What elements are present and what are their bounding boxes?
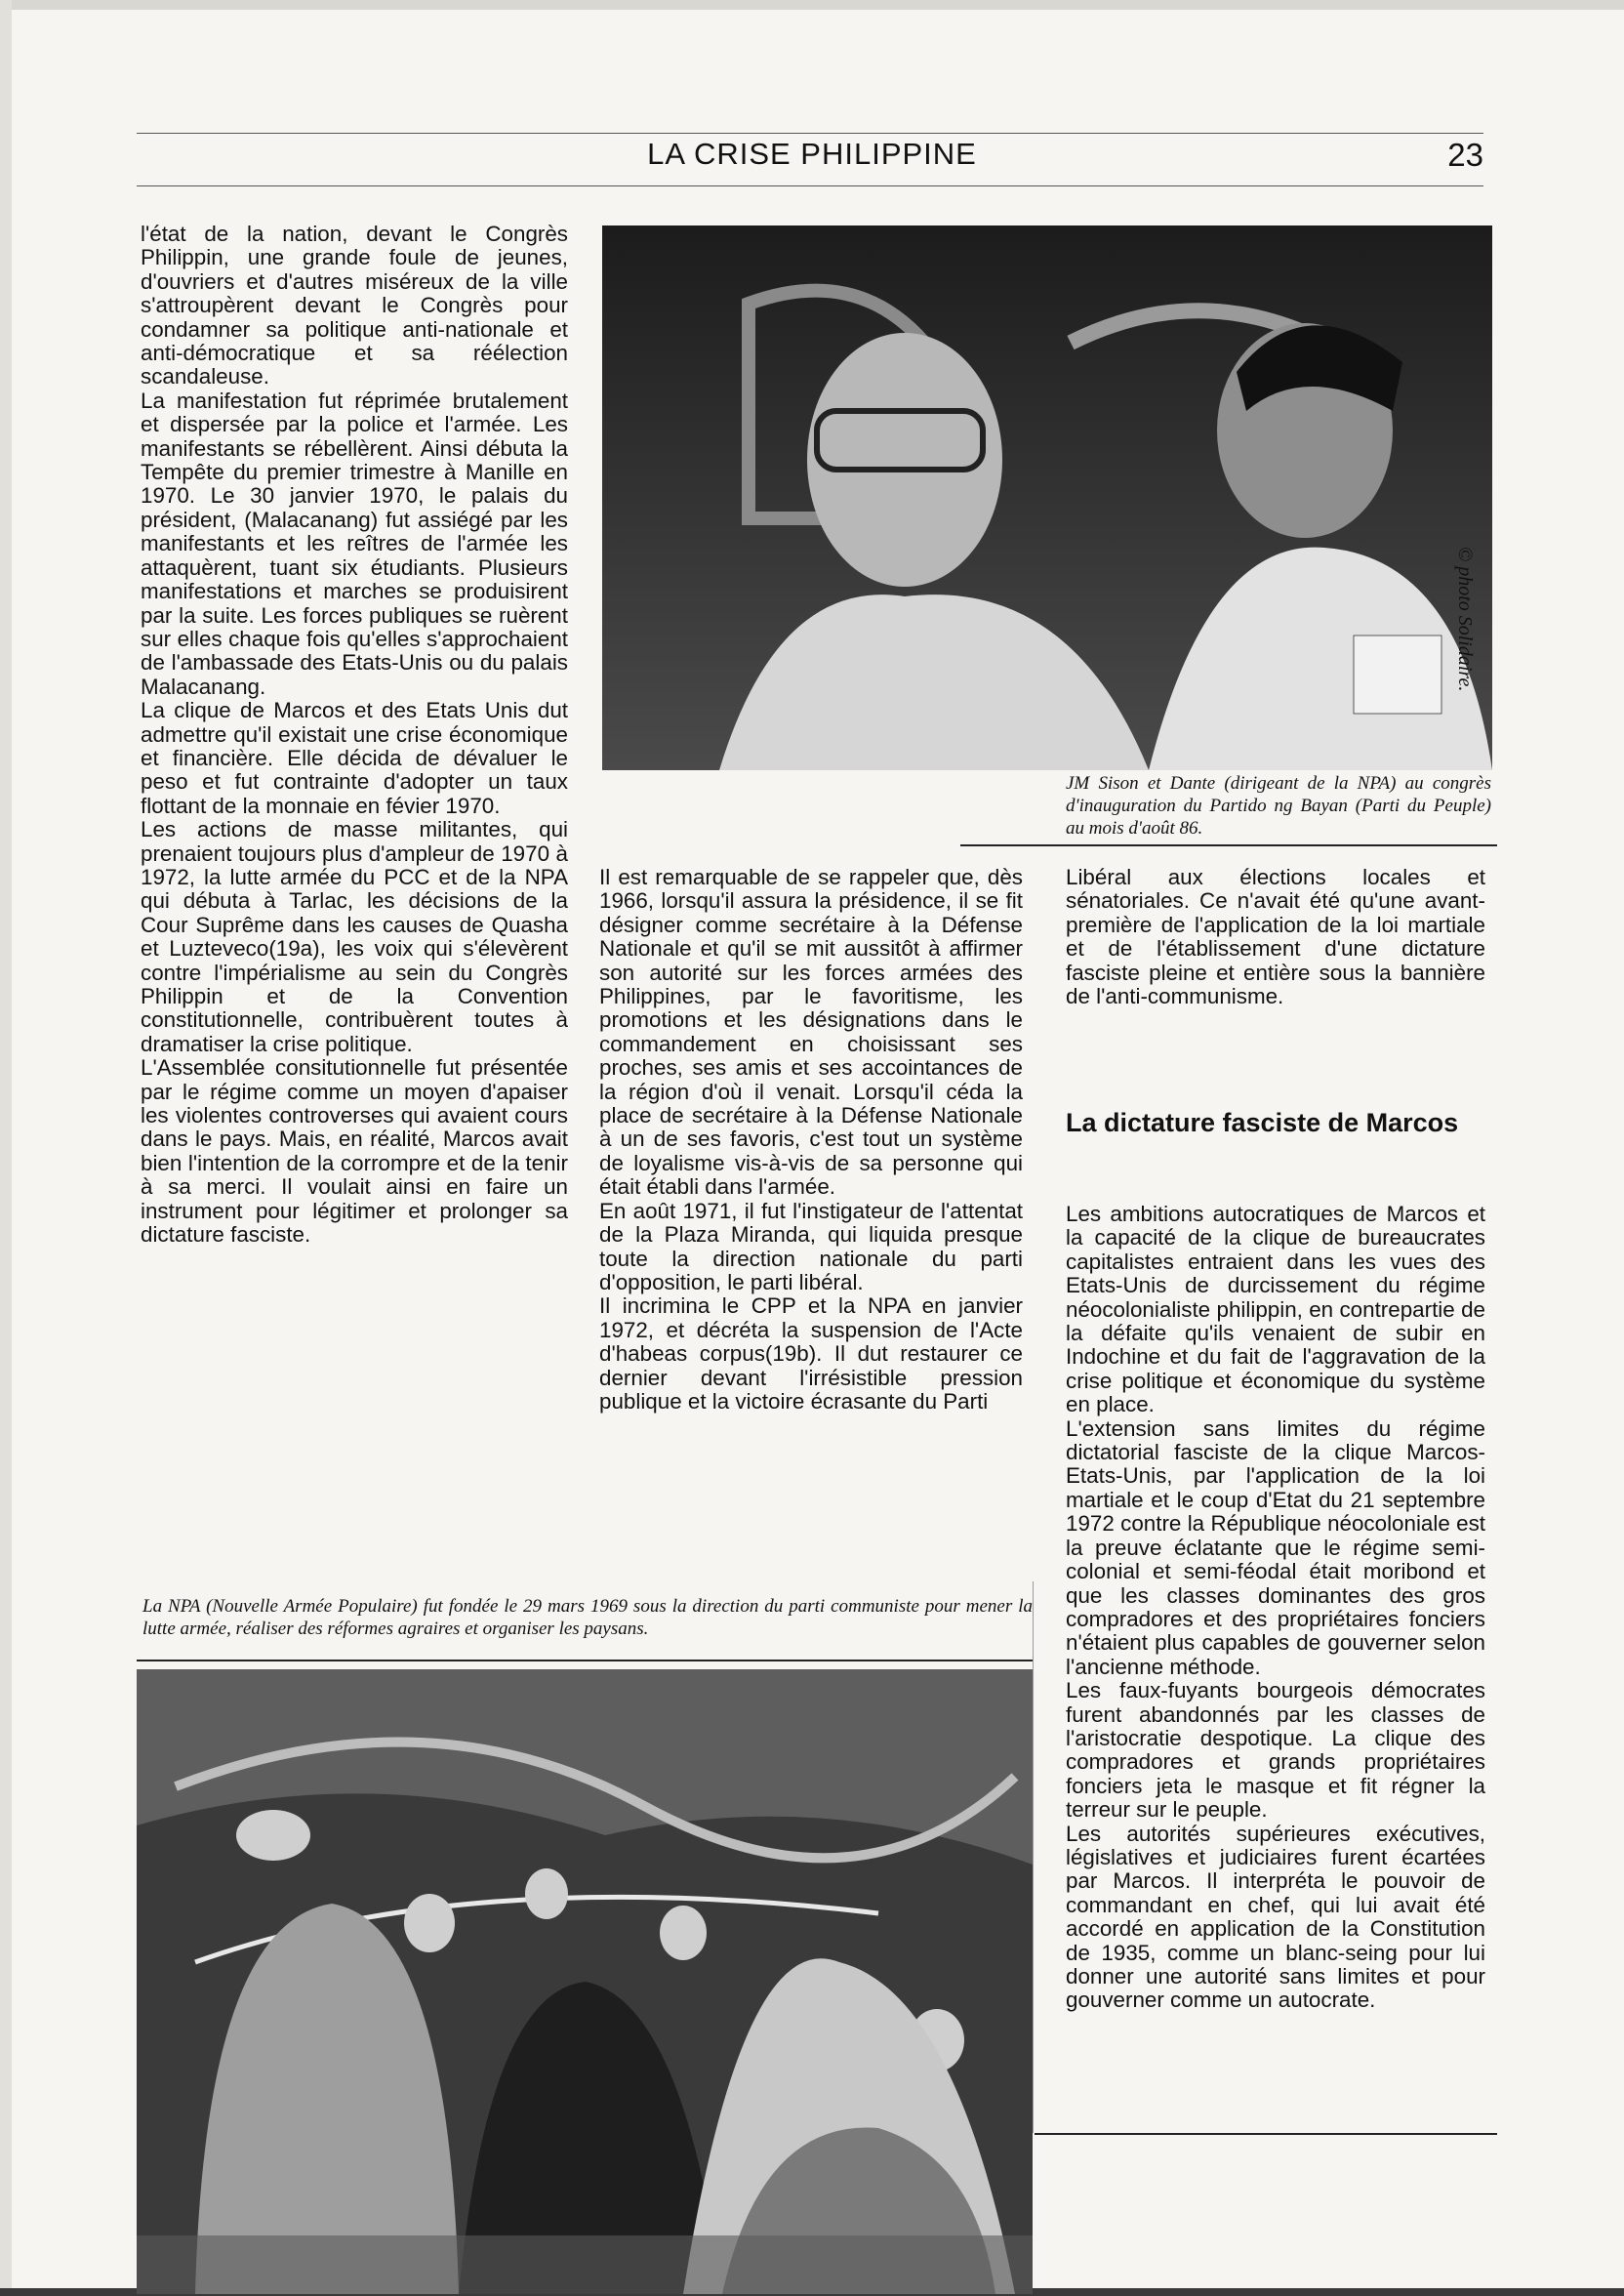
paragraph: En août 1971, il fut l'instigateur de l'attentat de la Plaza Miranda, qui liquida presque toute la direction nationale du parti d'opposition, le parti libéral.	[599, 1198, 1023, 1294]
paragraph: Les faux-fuyants bourgeois démocrates furent abandonnés par les classes de l'aristocratie despotique. La clique des compradores et grands propriétaires fonciers jeta le masque et fit régner la terreur sur le peuple.	[1066, 1678, 1485, 1823]
paragraph: Les ambitions autocratiques de Marcos et la capacité de la clique de bureaucrates capitalistes entraient dans les vues des Etats-Unis de durcissement du régime néocolonialiste philippin, en contrepartie de la défaite qu'ils venaient de subir en Indochine et du fait de l'aggravation de la crise politique et économique du système en place.	[1066, 1202, 1485, 1417]
divider-rule	[137, 1660, 1033, 1661]
divider-rule-vertical	[1033, 1581, 1034, 2133]
paragraph: Il incrimina le CPP et la NPA en janvier 1972, et décréta la suspension de l'Acte d'habeas corpus(19b). Il dut restaurer ce dernier devant l'irrésistible pression publique et la victoire écrasante du Parti	[599, 1293, 1023, 1414]
photo-illustration	[137, 1669, 1033, 2294]
page-edge	[0, 0, 1624, 10]
paragraph: L'extension sans limites du régime dictatorial fasciste de la clique Marcos-Etats-Unis, par l'application de la loi martiale et le coup d'Etat du 21 septembre 1972 contre la République néocoloniale est la preuve éclatante que le régime semi-colonial et semi-féodal était moribond et que les classes dominantes des gros compradores et des propriétaires fonciers n'étaient plus capables de gouverner selon l'ancienne méthode.	[1066, 1415, 1485, 1679]
paragraph: Les autorités supérieures exécutives, législatives et judiciaires furent écartées par Marcos. Il interpréta le pouvoir de commandant en chef, qui lui avait été accordé en application de la Constitution de 1935, comme un blanc-seing pour lui donner une autorité sans limites et pour gouverner comme un autocrate.	[1066, 1821, 1485, 2013]
paragraph: La clique de Marcos et des Etats Unis dut admettre qu'il existait une crise économique et financière. Elle décida de dévaluer le peso et fut contrainte d'adopter un taux flottant de la monnaie en févier 1970.	[141, 698, 568, 818]
paragraph: Les actions de masse militantes, qui prenaient toujours plus d'ampleur de 1970 à 1972, la lutte armée du PCC et de la NPA qui débuta à Tarlac, les décisions de la Cour Suprême dans les causes de Quasha et Luzteveco(19a), les voix qui s'élevèrent contre l'impérialisme au sein du Congrès Philippin et de la Convention constitutionnelle, contribuèrent toutes à dramatiser la crise politique.	[141, 817, 568, 1056]
paragraph: Il est remarquable de se rappeler que, dès 1966, lorsqu'il assura la présidence, il se fit désigner comme secrétaire à la Défense Nationale et qu'il se mit aussitôt à affirmer son autorité sur les forces armées des Philippines, par le favoritisme, les promotions et les désignations dans le commandement en choisissant ses proches, ses amis et ses accointances de la région d'où il venait. Lorsqu'il céda la place de secrétaire à la Défense Nationale à un de ses favoris, c'est tout un système de loyalisme vis-à-vis de sa personne qui était établi dans l'armée.	[599, 865, 1023, 1200]
divider-rule	[1035, 2133, 1497, 2135]
running-title: LA CRISE PHILIPPINE	[647, 137, 977, 171]
page-number: 23	[1447, 137, 1483, 173]
paragraph: Libéral aux élections locales et sénatoriales. Ce n'avait été qu'une avant-première de l'application de la loi martiale et de l'établissement d'une dictature fasciste pleine et entière sous la bannière de l'anti-communisme.	[1066, 865, 1485, 1009]
article-column-1	[141, 223, 568, 1247]
photo-caption-top: JM Sison et Dante (dirigeant de la NPA) au congrès d'inauguration du Partido ng Bayan (Parti du Peuple) au mois d'août 86.	[1066, 773, 1491, 839]
article-column-3-section	[1066, 1203, 1485, 2013]
section-heading: La dictature fasciste de Marcos	[1066, 1108, 1459, 1137]
photo-illustration	[602, 226, 1492, 770]
header-rule-bottom	[137, 185, 1483, 186]
article-column-3	[1066, 866, 1485, 1008]
header-rule-top	[137, 133, 1483, 134]
photo-caption-bottom: La NPA (Nouvelle Armée Populaire) fut fondée le 29 mars 1969 sous la direction du parti communiste pour mener la lutte armée, réaliser des réformes agraires et organiser les paysans.	[142, 1596, 1033, 1639]
divider-rule	[960, 844, 1497, 846]
photo-credit: © photo Solidaire.	[1454, 547, 1476, 692]
photo-npa-gathering	[137, 1669, 1033, 2294]
page-edge	[0, 0, 12, 2296]
paragraph: L'Assemblée consitutionnelle fut présentée par le régime comme un moyen d'apaiser les violentes controverses qui avaient cours dans le pays. Mais, en réalité, Marcos avait bien l'intention de la corrompre et de la tenir à sa merci. Il voulait ainsi en faire un instrument pour légitimer et prolonger sa dictature fasciste.	[141, 1055, 568, 1248]
paragraph: l'état de la nation, devant le Congrès Philippin, une grande foule de jeunes, d'ouvriers et d'autres miséreux de la ville s'attroupèrent devant le Congrès pour condamner sa politique anti-nationale et anti-démocratique et sa réélection scandaleuse.	[141, 222, 568, 390]
article-column-2	[599, 866, 1023, 1414]
paragraph: La manifestation fut réprimée brutalement et dispersée par la police et l'armée. Les manifestants se rébellèrent. Ainsi débuta la Tempête du premier trimestre à Manille en 1970. Le 30 janvier 1970, le palais du président, (Malacanang) fut assiégé par les manifestants et les reîtres de l'armée les attaquèrent, tuant six étudiants. Plusieurs manifestations et marches se produisirent par la suite. Les forces publiques se ruèrent sur elles chaque fois qu'elles s'approchaient de l'ambassade des Etats-Unis ou du palais Malacanang.	[141, 388, 568, 699]
photo-sison-dante	[602, 226, 1492, 770]
